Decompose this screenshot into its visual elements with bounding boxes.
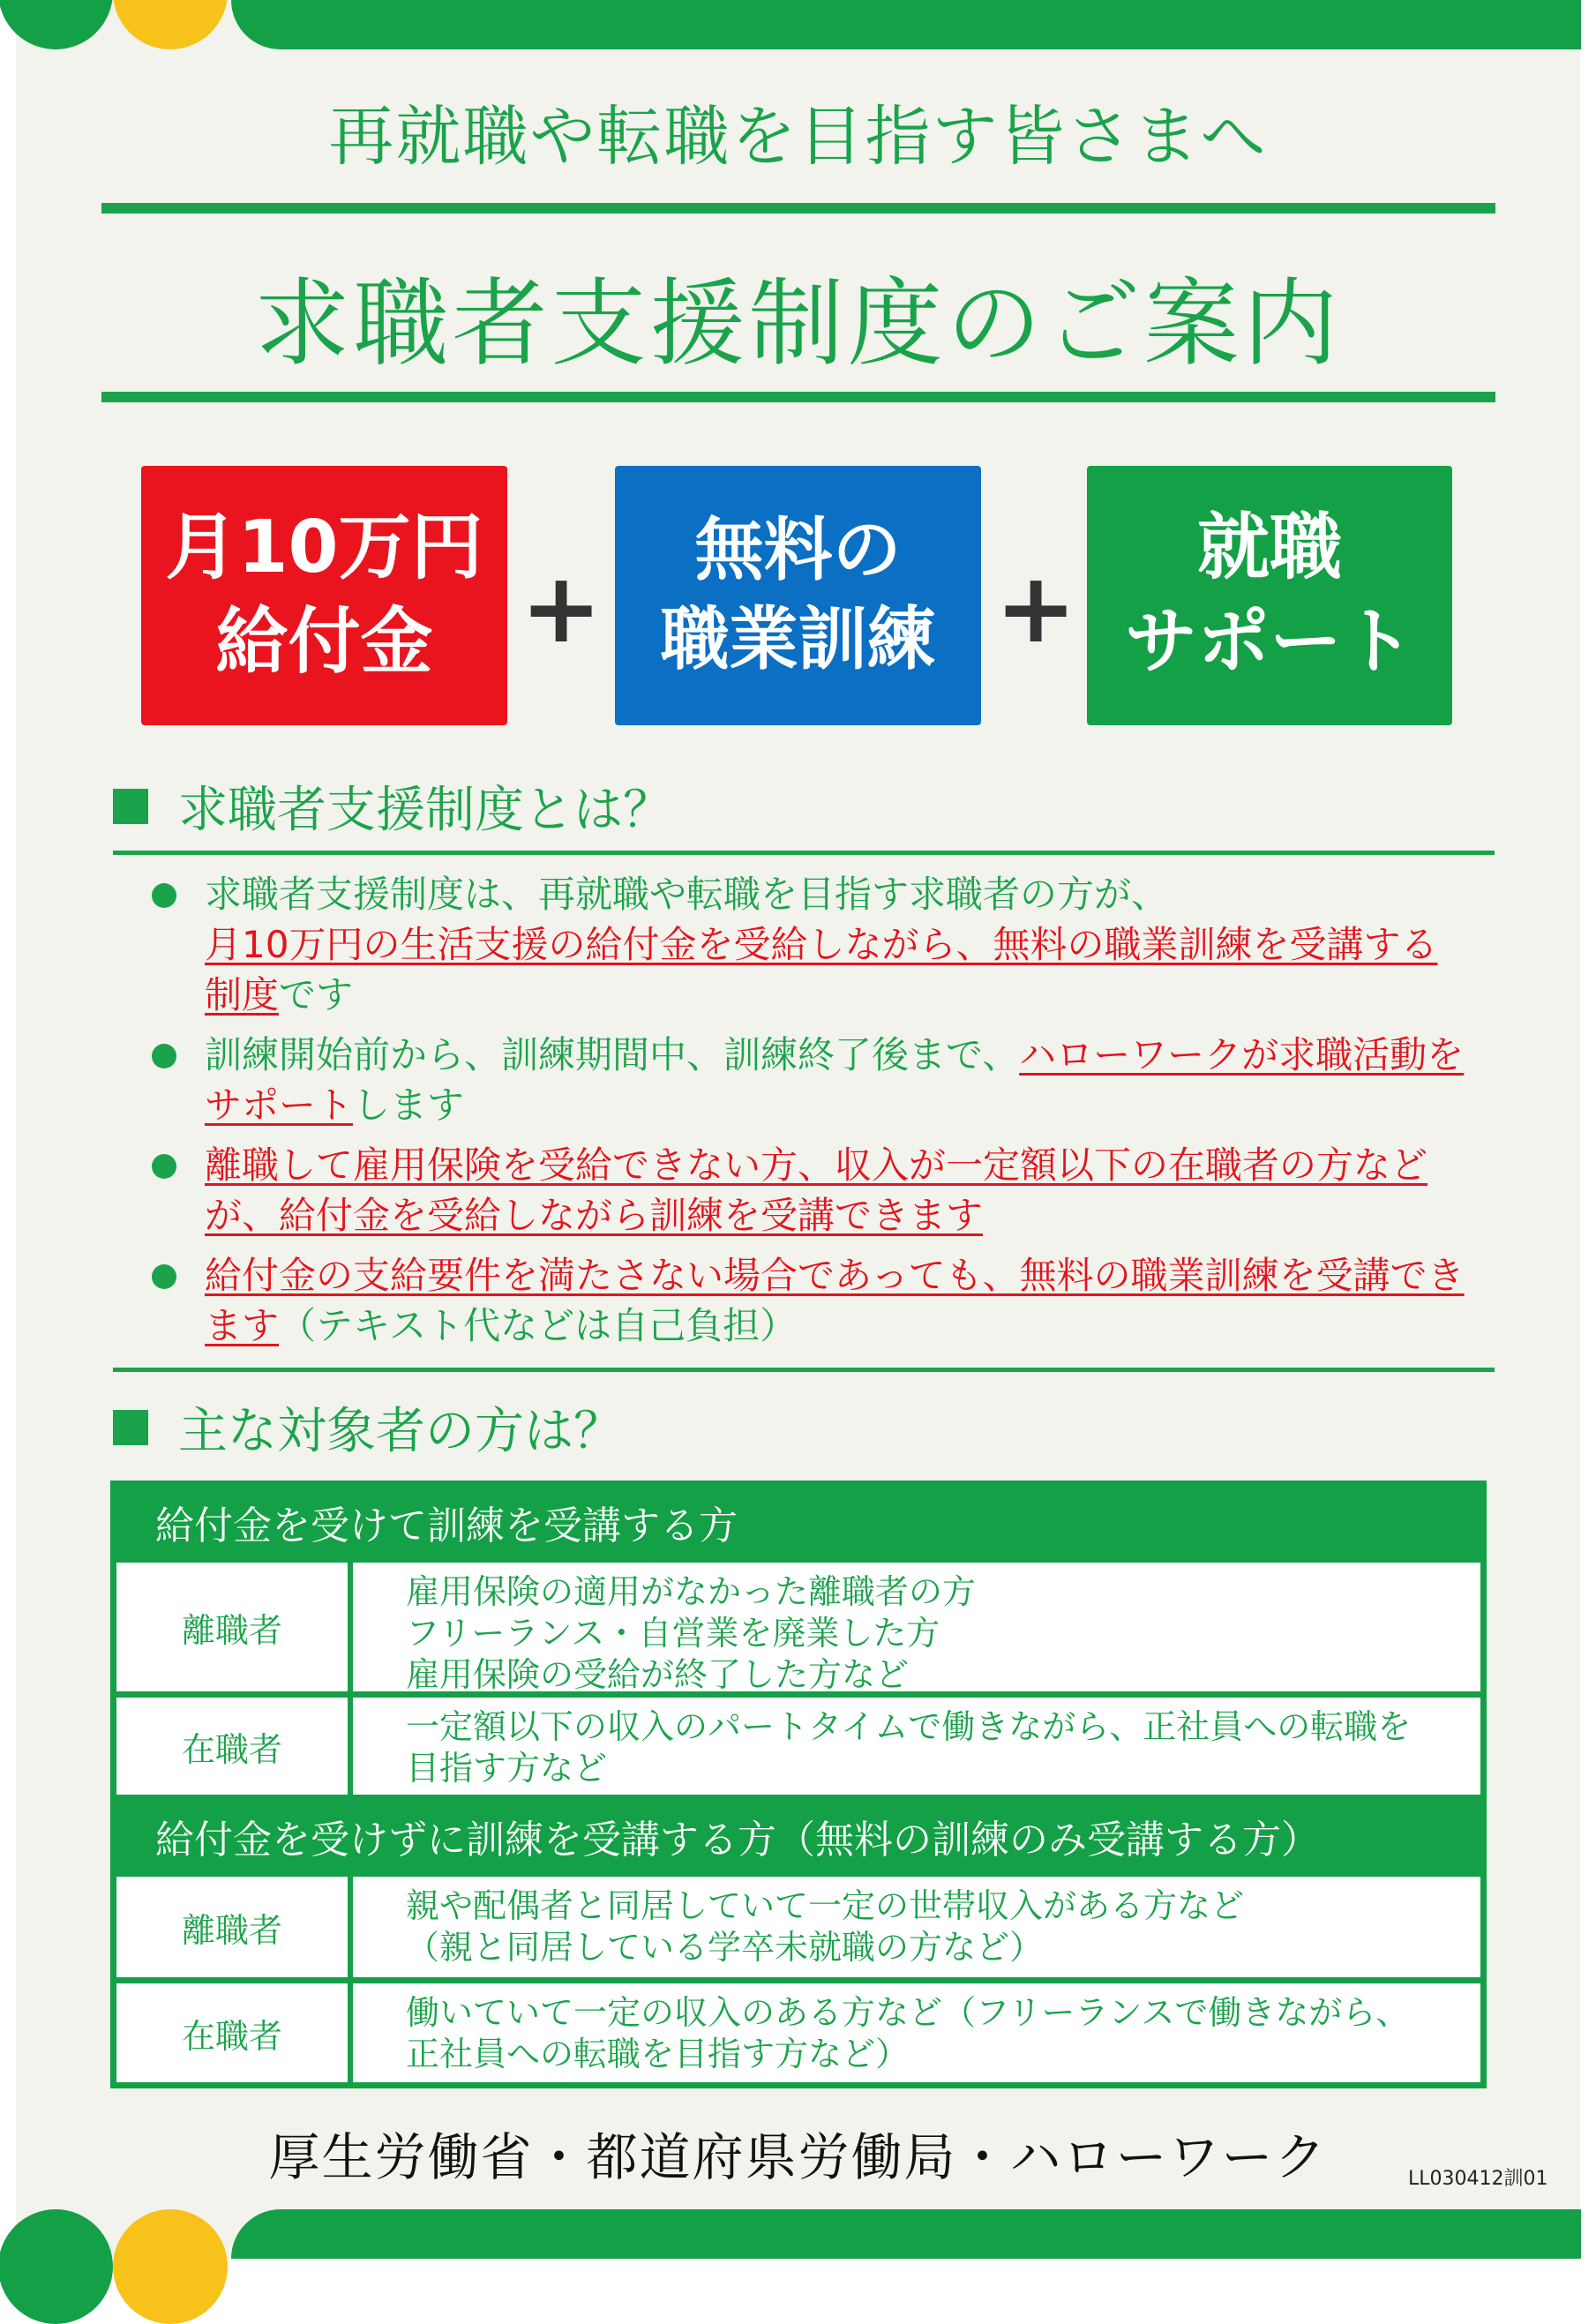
table-row	[116, 1877, 1480, 1977]
category-cell: 在職者	[116, 1698, 353, 1795]
section-rule	[113, 1368, 1495, 1372]
yellow-circle-decoration	[113, 2209, 228, 2324]
support-box-line2: サポート	[1124, 600, 1414, 684]
about-bullet-list	[141, 869, 1465, 1361]
table-row	[116, 1563, 1480, 1694]
section-heading-text: 求職者支援制度とは？	[178, 782, 672, 839]
table-row	[116, 1698, 1480, 1795]
yellow-circle-decoration	[113, 0, 228, 49]
description-cell: 働いていて一定の収入のある方など（フリーランスで働きながら、 正社員への転職を目指す方など）	[406, 1993, 1410, 2073]
bullet-dot-icon	[152, 1264, 176, 1289]
plus-icon: +	[995, 551, 1077, 664]
top-decoration	[0, 0, 1596, 49]
training-box-line1: 無料の	[694, 510, 902, 590]
support-box-line1: 就職	[1196, 506, 1342, 590]
description-cell: 一定額以下の収入のパートタイムで働きながら、正社員への転職を 目指す方など	[406, 1707, 1412, 1788]
bullet-dot-icon	[152, 1154, 176, 1179]
section-heading-about	[113, 771, 672, 842]
list-item: 訓練開始前から、訓練期間中、訓練終了後まで、ハローワークが求職活動をサポートします	[141, 1030, 1465, 1130]
group-header: 給付金を受けずに訓練を受講する方（無料の訓練のみ受講する方）	[155, 1818, 1320, 1863]
section-heading-eligibility	[113, 1392, 623, 1463]
subtitle: 再就職や転職を目指す皆さまへ	[328, 99, 1268, 175]
bottom-decoration	[0, 2209, 1596, 2259]
section-rule	[113, 851, 1495, 855]
eligibility-table	[110, 1481, 1487, 2088]
table-row	[116, 1983, 1480, 2082]
bullet-dot-icon	[152, 1044, 176, 1068]
list-item: 給付金の支給要件を満たさない場合であっても、無料の職業訓練を受講できます（テキスト代などは自己負担）	[141, 1250, 1465, 1351]
group-header: 給付金を受けて訓練を受講する方	[155, 1503, 738, 1548]
footer-organizations: 厚生労働省・都道府県労働局・ハローワーク	[268, 2127, 1328, 2187]
square-bullet-icon	[113, 1410, 148, 1445]
description-cell: 親や配偶者と同居していて一定の世帯収入がある方など （親と同居している学卒未就職の方など）	[406, 1886, 1245, 1967]
green-bar-decoration	[231, 2209, 1581, 2259]
title-top-rule	[101, 203, 1495, 214]
plus-icon: +	[521, 551, 603, 664]
list-item: 求職者支援制度は、再就職や転職を目指す求職者の方が、 月10万円の生活支援の給付金を受給しながら、無料の職業訓練を受講する制度です	[141, 869, 1465, 1020]
bullet-dot-icon	[152, 883, 176, 908]
category-cell: 離職者	[116, 1877, 353, 1977]
document-code: LL030412訓01	[1408, 2168, 1548, 2190]
green-bar-decoration	[231, 0, 1581, 49]
training-box	[615, 466, 981, 725]
list-item: 離職して雇用保険を受給できない方、収入が一定額以下の在職者の方などが、給付金を受給しながら訓練を受講できます	[141, 1140, 1465, 1241]
section-heading-text: 主な対象者の方は？	[178, 1403, 623, 1460]
page-title: 求職者支援制度のご案内	[254, 269, 1342, 379]
description-cell: 雇用保険の適用がなかった離職者の方 フリーランス・自営業を廃業した方 雇用保険の受給が終了した方など	[406, 1572, 977, 1694]
benefit-box-line2: 給付金	[215, 600, 433, 684]
benefit-box	[141, 466, 507, 725]
title-bottom-rule	[101, 392, 1495, 402]
category-cell: 在職者	[116, 1983, 353, 2082]
green-circle-decoration	[0, 2209, 113, 2324]
category-cell: 離職者	[116, 1563, 353, 1691]
support-box	[1087, 466, 1452, 725]
green-circle-decoration	[0, 0, 113, 49]
benefit-box-line1: 月10万円	[165, 506, 483, 590]
training-box-line2: 職業訓練	[660, 600, 936, 679]
square-bullet-icon	[113, 789, 148, 824]
